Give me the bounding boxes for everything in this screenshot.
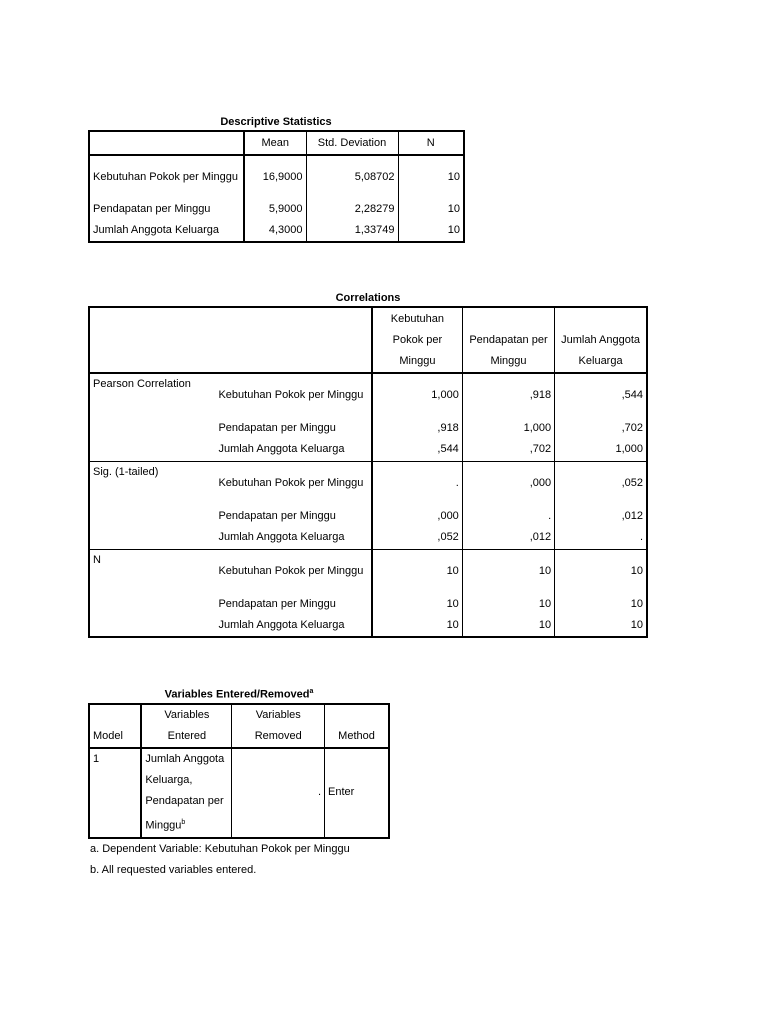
cell-value: 10 xyxy=(462,615,554,637)
row-label: Pendapatan per Minggu xyxy=(89,199,244,220)
cell-value: ,918 xyxy=(462,373,554,417)
cell-sd: 1,33749 xyxy=(306,220,398,242)
descriptive-corner xyxy=(89,131,244,155)
cell-mean: 16,9000 xyxy=(244,155,306,199)
row-var: Kebutuhan Pokok per Minggu xyxy=(215,549,372,593)
row-var: Kebutuhan Pokok per Minggu xyxy=(215,373,372,417)
corr-header-kebutuhan: Kebutuhan Pokok per Minggu xyxy=(372,307,462,373)
table-row xyxy=(89,373,647,417)
footnote-b: b. All requested variables entered. xyxy=(90,864,257,876)
cell-value: 10 xyxy=(462,593,554,615)
correlations-table xyxy=(88,306,648,638)
descriptive-header-n: N xyxy=(398,131,464,155)
cell-value: . xyxy=(555,527,647,549)
cell-value: . xyxy=(372,461,462,505)
group-label-pearson: Pearson Correlation xyxy=(89,373,215,461)
table-row xyxy=(89,549,647,593)
cell-value: 10 xyxy=(372,593,462,615)
cell-sd: 2,28279 xyxy=(306,199,398,220)
table-row xyxy=(89,461,647,505)
descriptive-title: Descriptive Statistics xyxy=(220,116,332,128)
cell-value: 1,000 xyxy=(555,439,647,461)
row-var: Jumlah Anggota Keluarga xyxy=(215,615,372,637)
group-label-n: N xyxy=(93,553,101,566)
table-row xyxy=(89,155,464,199)
group-label-sig: Sig. (1-tailed) xyxy=(89,461,215,549)
corr-header-pendapatan: Pendapatan per Minggu xyxy=(462,307,554,373)
variables-title-sup: a xyxy=(309,688,314,695)
cell-model: 1 xyxy=(89,748,141,838)
cell-value: ,000 xyxy=(372,505,462,527)
cell-value: 10 xyxy=(372,549,462,593)
cell-removed: . xyxy=(232,748,325,838)
cell-value: ,702 xyxy=(621,421,643,434)
correlations-corner xyxy=(89,307,372,373)
row-var: Pendapatan per Minggu xyxy=(215,417,372,439)
row-label: Jumlah Anggota Keluarga xyxy=(89,220,244,242)
cell-entered xyxy=(141,748,232,838)
corr-header-jumlah: Jumlah Anggota Keluarga xyxy=(555,307,647,373)
var-header-removed: Variables Removed xyxy=(232,704,325,748)
descriptive-header-sd: Std. Deviation xyxy=(306,131,398,155)
variables-title xyxy=(88,688,390,701)
row-var: Pendapatan per Minggu xyxy=(215,593,372,615)
cell-value: 10 xyxy=(462,549,554,593)
cell-sd: 5,08702 xyxy=(306,155,398,199)
cell-value: ,012 xyxy=(621,509,643,522)
var-header-method: Method xyxy=(325,704,389,748)
cell-value: 10 xyxy=(630,564,643,577)
table-row xyxy=(89,748,389,838)
footnote-a: a. Dependent Variable: Kebutuhan Pokok per Minggu xyxy=(90,843,350,855)
row-var: Jumlah Anggota Keluarga xyxy=(215,527,372,549)
row-var: Pendapatan per Minggu xyxy=(215,505,372,527)
cell-value: 1,000 xyxy=(372,373,462,417)
cell-method: Enter xyxy=(328,786,355,799)
cell-mean: 5,9000 xyxy=(244,199,306,220)
descriptive-header-mean: Mean xyxy=(244,131,306,155)
row-var: Jumlah Anggota Keluarga xyxy=(215,439,372,461)
cell-value: 10 xyxy=(630,619,643,631)
cell-n: 10 xyxy=(447,203,460,215)
cell-value: ,918 xyxy=(372,417,462,439)
cell-value: ,544 xyxy=(372,439,462,461)
var-header-entered: Variables Entered xyxy=(141,704,232,748)
cell-value: ,544 xyxy=(621,389,643,401)
cell-n: 10 xyxy=(447,224,460,236)
table-row xyxy=(89,199,464,220)
cell-value: ,000 xyxy=(462,461,554,505)
cell-value: 1,000 xyxy=(462,417,554,439)
cell-value: ,702 xyxy=(462,439,554,461)
row-label: Kebutuhan Pokok per Minggu xyxy=(89,155,244,199)
cell-value: . xyxy=(462,505,554,527)
cell-entered-text: Jumlah Anggota Keluarga, Pendapatan per Minggu xyxy=(145,753,225,832)
variables-title-text: Variables Entered/Removed xyxy=(164,688,310,701)
cell-value: 10 xyxy=(630,597,643,610)
correlations-title: Correlations xyxy=(335,292,401,304)
cell-value: ,052 xyxy=(621,476,643,489)
cell-entered-sup: b xyxy=(181,819,186,826)
row-var: Kebutuhan Pokok per Minggu xyxy=(215,461,372,505)
var-header-model: Model xyxy=(89,704,141,748)
descriptive-table xyxy=(88,130,465,243)
cell-mean: 4,3000 xyxy=(244,220,306,242)
table-row xyxy=(89,220,464,242)
cell-n: 10 xyxy=(447,171,460,183)
variables-table xyxy=(88,703,390,839)
cell-value: ,012 xyxy=(462,527,554,549)
cell-value: ,052 xyxy=(372,527,462,549)
cell-value: 10 xyxy=(372,615,462,637)
